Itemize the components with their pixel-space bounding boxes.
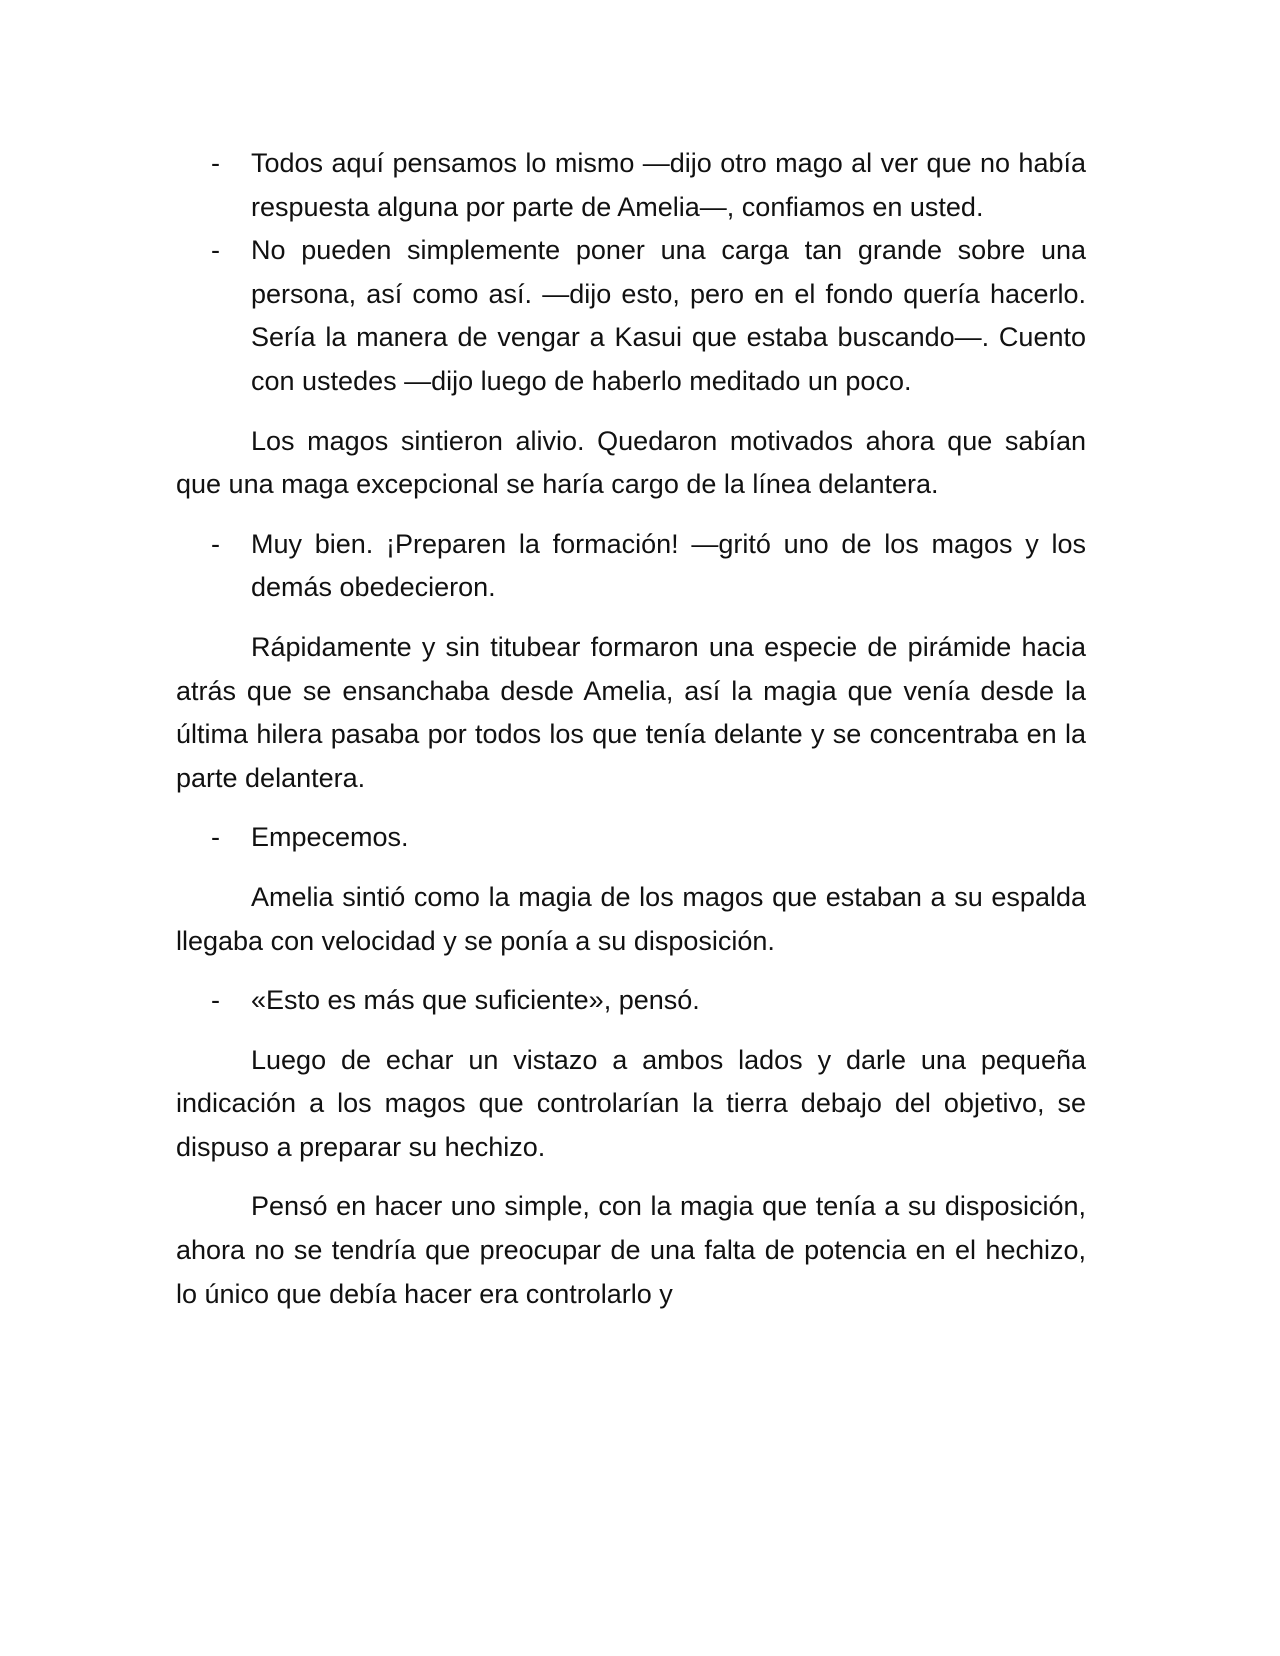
dialogue-dash: - bbox=[211, 822, 220, 853]
dialogue-dash: - bbox=[211, 235, 220, 266]
dialogue-line bbox=[176, 816, 1086, 860]
dialogue-dash: - bbox=[211, 148, 220, 178]
narrative-paragraph: Rápidamente y sin titubear formaron una especie de pirámide hacia atrás que se ensanchaba desde Amelia, así la magia que venía desde la última hilera pasaba por todos los que tenía delante y se concentraba en la parte delantera. bbox=[176, 631, 1086, 793]
dialogue-text: No pueden simplemente poner una carga tan grande sobre una persona, así como así. —dijo esto, pero en el fondo quería hacerlo. Sería la manera de vengar a Kasui que estaba buscando—. Cuento con ustedes —dijo luego de haberlo meditado un poco. bbox=[251, 235, 1086, 396]
dialogue-dash: - bbox=[211, 528, 220, 559]
dialogue-text: Todos aquí pensamos lo mismo —dijo otro mago al ver que no había respuesta alguna por parte de Amelia—, confiamos en usted. bbox=[251, 148, 1086, 222]
narrative-paragraph: Pensó en hacer uno simple, con la magia que tenía a su disposición, ahora no se tendría que preocupar de una falta de potencia en el hechizo, lo único que debía hacer era controlarlo y bbox=[176, 1191, 1086, 1309]
document-body bbox=[176, 142, 1086, 1316]
narrative-paragraph: Amelia sintió como la magia de los magos que estaban a su espalda llegaba con velocidad y se ponía a su disposición. bbox=[176, 881, 1086, 956]
dialogue-line bbox=[176, 523, 1086, 610]
dialogue-text: «Esto es más que suficiente», pensó. bbox=[251, 985, 700, 1016]
dialogue-text: Empecemos. bbox=[251, 822, 409, 853]
dialogue-line bbox=[176, 979, 1086, 1023]
dialogue-dash: - bbox=[211, 985, 220, 1016]
narrative-paragraph: Luego de echar un vistazo a ambos lados y darle una pequeña indicación a los magos que controlarían la tierra debajo del objetivo, se dispuso a preparar su hechizo. bbox=[176, 1044, 1086, 1162]
dialogue-line bbox=[176, 229, 1086, 403]
dialogue-line bbox=[176, 142, 1086, 229]
dialogue-text: Muy bien. ¡Preparen la formación! —gritó uno de los magos y los demás obedecieron. bbox=[251, 528, 1086, 603]
narrative-paragraph: Los magos sintieron alivio. Quedaron motivados ahora que sabían que una maga excepcional se haría cargo de la línea delantera. bbox=[176, 425, 1086, 500]
